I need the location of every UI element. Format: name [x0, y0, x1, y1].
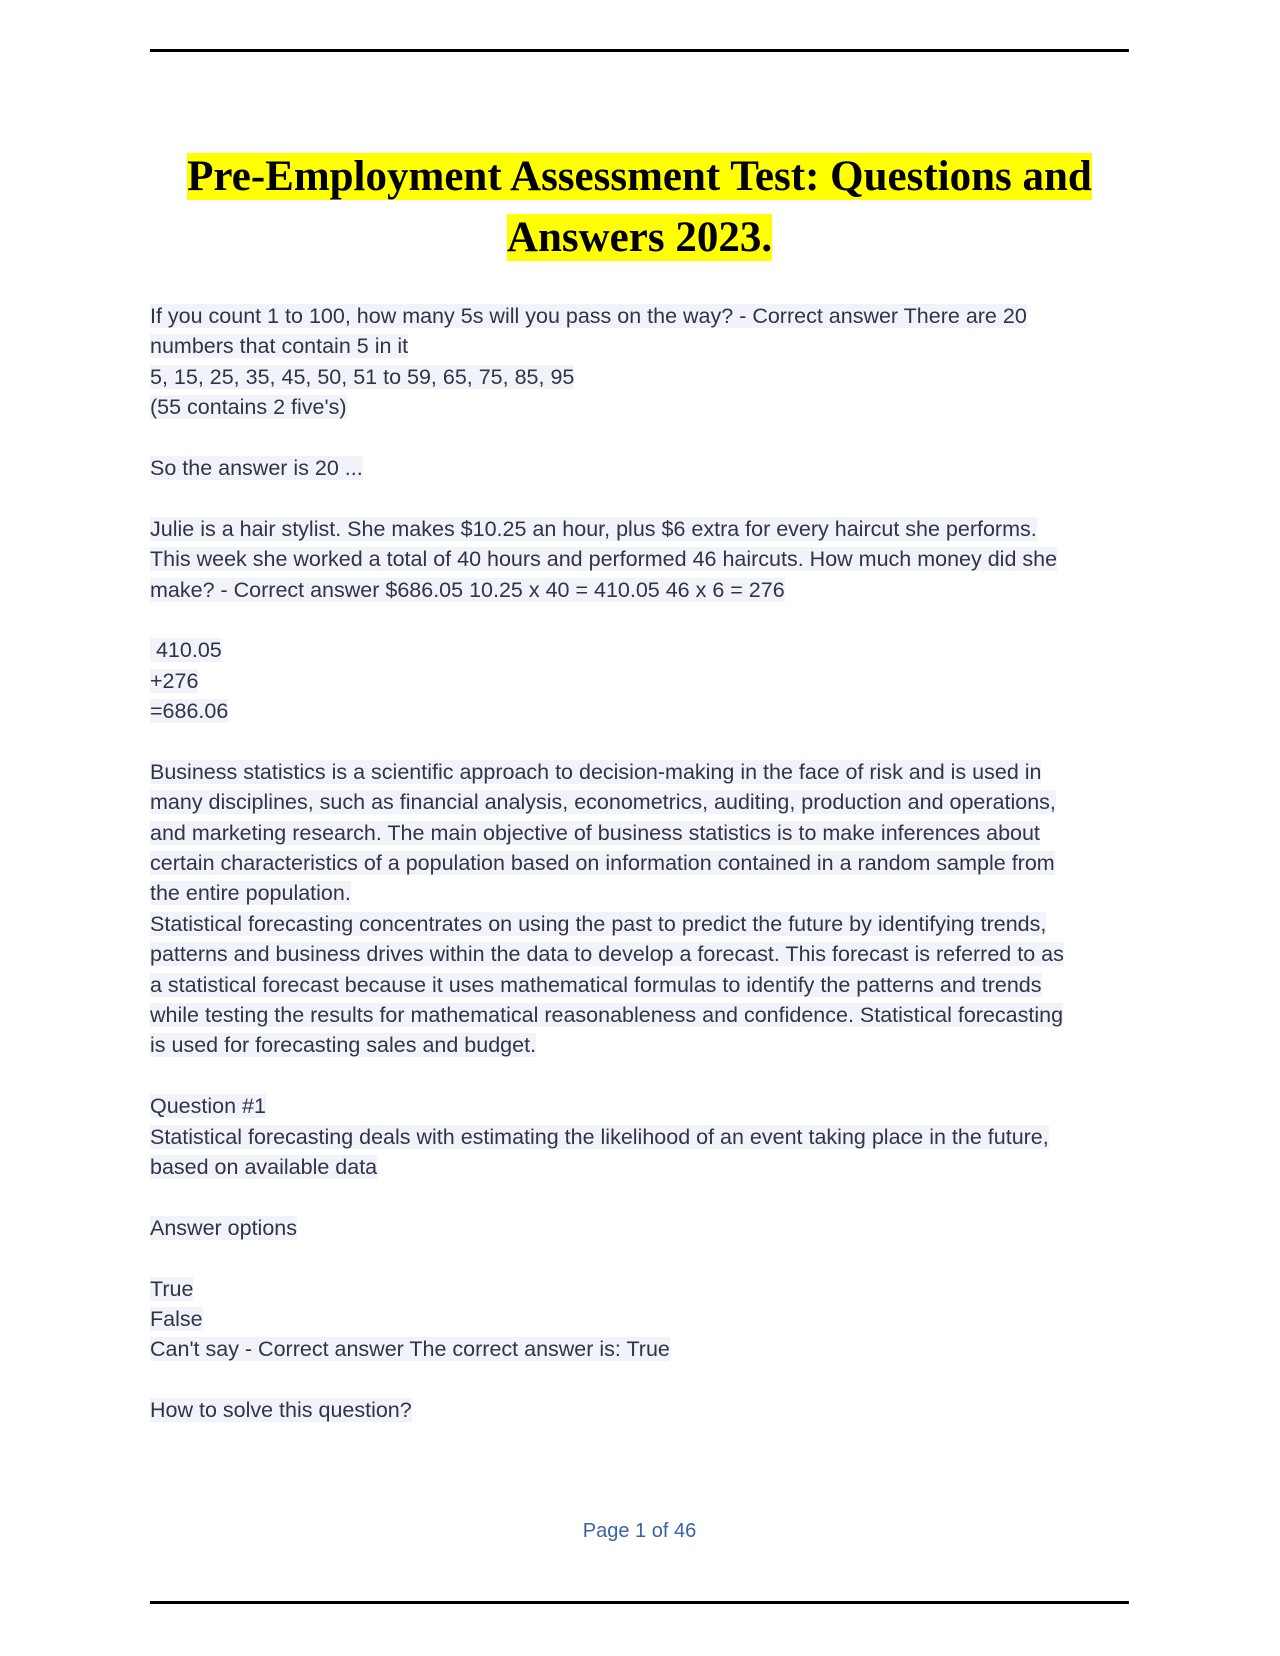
- blank-line: [150, 423, 1140, 453]
- text-line-content: Julie is a hair stylist. She makes $10.25 an hour, plus $6 extra for every haircut she performs.: [150, 516, 1037, 541]
- text-line: [150, 1304, 1140, 1334]
- blank-line: [150, 1182, 1140, 1212]
- text-line-content: If you count 1 to 100, how many 5s will you pass on the way? - Correct answer There are 20: [150, 304, 1027, 328]
- text-line-content: +276: [150, 668, 199, 693]
- text-line-content: 5, 15, 25, 35, 45, 50, 51 to 59, 65, 75, 85, 95: [150, 364, 575, 389]
- title-line-2: Answers 2023.: [506, 214, 773, 261]
- text-line-content: Statistical forecasting deals with estimating the likelihood of an event taking place in the future,: [150, 1124, 1049, 1149]
- text-line: [150, 514, 1140, 544]
- blank-line: [150, 726, 1140, 756]
- text-line-content: Statistical forecasting concentrates on using the past to predict the future by identifying trends,: [150, 911, 1047, 936]
- text-line-content: How to solve this question?: [150, 1398, 412, 1423]
- text-line-content: the entire population.: [150, 881, 351, 906]
- text-line-content: 410.05: [150, 638, 222, 663]
- text-line: [150, 331, 1140, 361]
- text-line-content: =686.06: [150, 699, 229, 724]
- footer-rule: [150, 1601, 1129, 1604]
- text-line-content: based on available data: [150, 1154, 378, 1179]
- document-body: [150, 301, 1140, 1425]
- text-line: [150, 757, 1140, 787]
- text-line-content: is used for forecasting sales and budget.: [150, 1033, 537, 1058]
- text-line: [150, 1030, 1140, 1060]
- text-line: [150, 301, 1140, 331]
- text-line: [150, 696, 1140, 726]
- text-line-content: patterns and business drives within the data to develop a forecast. This forecast is referred to as: [150, 942, 1064, 967]
- text-line: [150, 1122, 1140, 1152]
- document-title: [150, 146, 1129, 268]
- blank-line: [150, 605, 1140, 635]
- text-line-content: while testing the results for mathematical reasonableness and confidence. Statistical forecasting: [150, 1002, 1064, 1027]
- text-line-content: make? - Correct answer $686.05 10.25 x 40 = 410.05 46 x 6 = 276: [150, 577, 785, 602]
- blank-line: [150, 1365, 1140, 1395]
- text-line: [150, 544, 1140, 574]
- page-footer: Page 1 of 46: [582, 1520, 697, 1542]
- title-line-1: Pre-Employment Assessment Test: Questions and: [187, 153, 1092, 200]
- text-line: [150, 939, 1140, 969]
- text-line: [150, 362, 1140, 392]
- text-line: [150, 1000, 1140, 1030]
- text-line: [150, 909, 1140, 939]
- text-line-content: Answer options: [150, 1215, 297, 1240]
- text-line: [150, 878, 1140, 908]
- text-line-content: many disciplines, such as financial analysis, econometrics, auditing, production and operations,: [150, 790, 1056, 815]
- blank-line: [150, 483, 1140, 513]
- text-line: [150, 392, 1140, 422]
- text-line-content: True: [150, 1276, 194, 1301]
- text-line-content: certain characteristics of a population based on information contained in a random sample from: [150, 851, 1055, 876]
- blank-line: [150, 1243, 1140, 1273]
- text-line: [150, 1395, 1140, 1425]
- text-line: [150, 453, 1140, 483]
- text-line-content: (55 contains 2 five's): [150, 395, 347, 420]
- text-line: [150, 1152, 1140, 1182]
- text-line-content: Question #1: [150, 1094, 266, 1119]
- text-line-content: Business statistics is a scientific approach to decision-making in the face of risk and is used in: [150, 759, 1042, 784]
- text-line: [150, 818, 1140, 848]
- text-line: [150, 970, 1140, 1000]
- text-line: [150, 1274, 1140, 1304]
- text-line: [150, 666, 1140, 696]
- header-rule: [150, 49, 1129, 52]
- text-line-content: a statistical forecast because it uses mathematical formulas to identify the patterns and trends: [150, 972, 1042, 997]
- text-line-content: So the answer is 20 ...: [150, 455, 363, 480]
- blank-line: [150, 1061, 1140, 1091]
- text-line: [150, 787, 1140, 817]
- text-line-content: This week she worked a total of 40 hours and performed 46 haircuts. How much money did she: [150, 547, 1058, 572]
- text-line-content: Can't say - Correct answer The correct answer is: True: [150, 1337, 670, 1362]
- text-line: [150, 1213, 1140, 1243]
- text-line-content: and marketing research. The main objective of business statistics is to make inferences about: [150, 820, 1040, 845]
- text-line: [150, 635, 1140, 665]
- text-line-content: False: [150, 1306, 203, 1331]
- text-line: [150, 575, 1140, 605]
- text-line: [150, 1334, 1140, 1364]
- text-line: [150, 1091, 1140, 1121]
- text-line-content: numbers that contain 5 in it: [150, 334, 409, 359]
- text-line: [150, 848, 1140, 878]
